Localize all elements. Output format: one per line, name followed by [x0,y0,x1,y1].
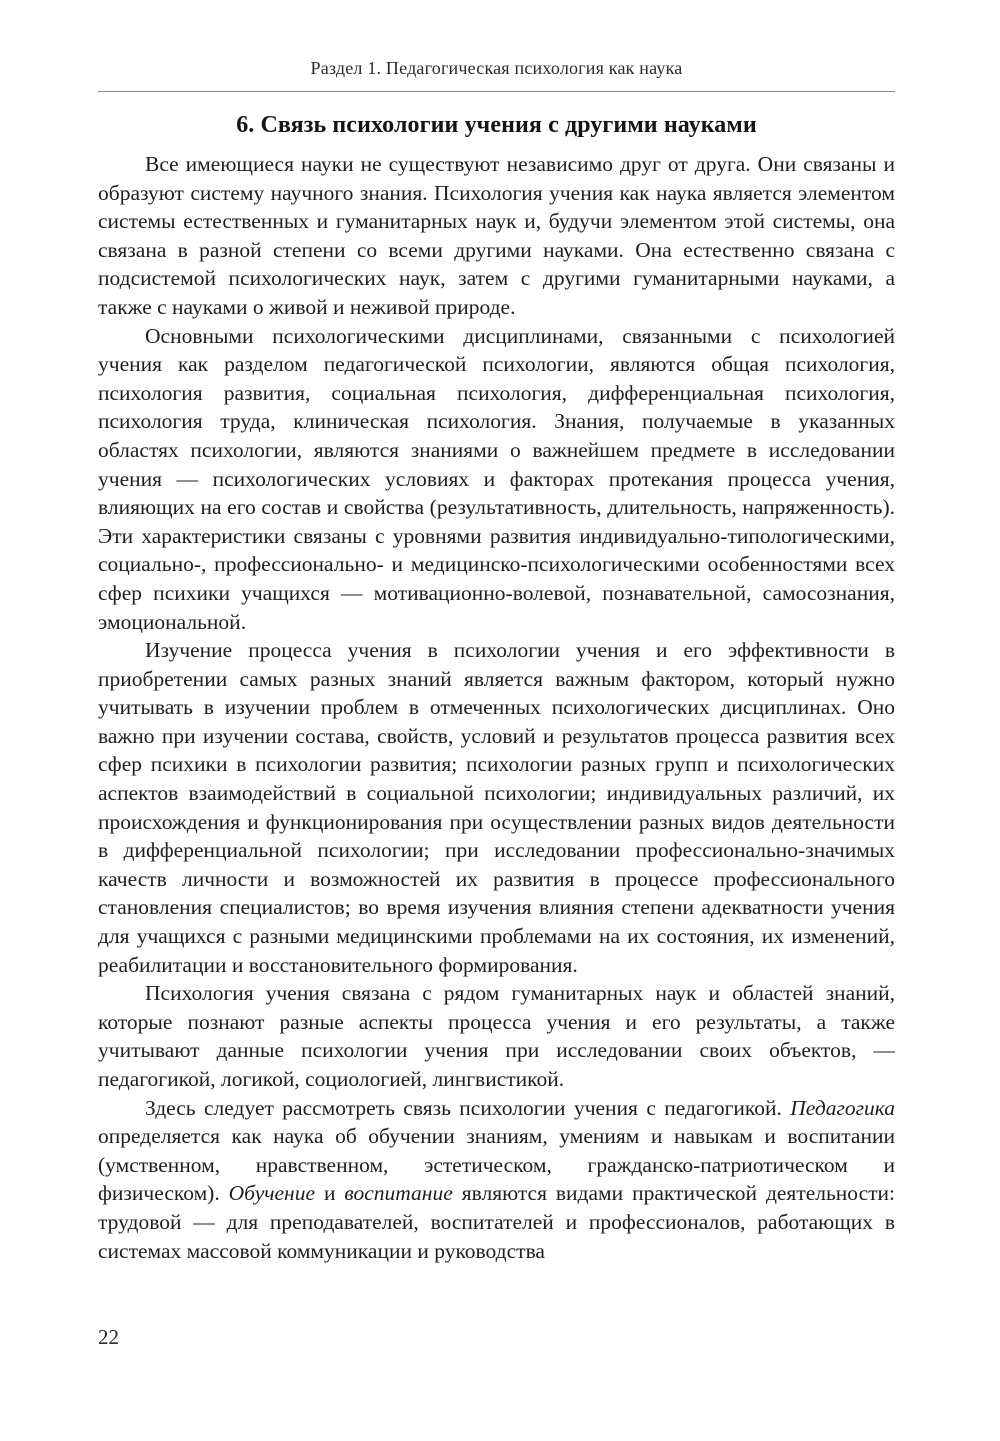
body-text [98,150,895,1265]
paragraph-5 [98,1094,895,1266]
section-title: 6. Связь психологии учения с другими науками [236,112,757,138]
paragraph-5-text-4: являются видами практической деятельности: трудовой — для преподавателей, воспитателей и профессионалов, работающих в системах массовой коммуникации и руководства [98,1181,895,1263]
term-vospitanie: воспитание [344,1181,453,1206]
term-obuchenie: Обучение [228,1181,316,1206]
running-header: Раздел 1. Педагогическая психология как наука [310,58,683,78]
paragraph-3: Изучение процесса учения в психологии учения и его эффективности в приобретении самых разных знаний является важным фактором, который нужно учитывать в изучении проблем в отмеченных психологических дисциплинах. Оно важно при изучении состава, свойств, условий и результатов процесса развития всех сфер психики в психологии развития; психологии разных групп и психологических аспектов взаимодействий в социальной психологии; индивидуальных различий, их происхождения и функционирования при осуществлении разных видов деятельности в дифференциальной психологии; при исследовании профессионально-значимых качеств личности и возможностей их развития в процессе профессионального становления специалистов; во время изучения влияния степени адекватности учения для учащихся с разными медицинскими проблемами на их состояния, их изменений, реабилитации и восстановительного формирования. [98,638,895,977]
paragraph-1: Все имеющиеся науки не существуют независимо друг от друга. Они связаны и образуют систему научного знания. Психология учения как наука является элементом системы естественных и гуманитарных наук и, будучи элементом этой системы, она связана в разной степени со всеми другими науками. Она естественно связана с подсистемой психологических наук, затем с другими гуманитарными науками, а также с науками о живой и неживой природе. [98,152,895,319]
term-pedagogika: Педагогика [790,1095,895,1120]
header-rule [98,91,895,92]
paragraph-5-text-2: определяется как наука об обучении знаниям, умениям и навыкам и воспитании (умственном, нравственном, эстетическом, гражданско-патриотическом и физическом). [98,1124,895,1206]
paragraph-2: Основными психологическими дисциплинами, связанными с психологией учения как разделом педагогической психологии, являются общая психология, психология развития, социальная психология, дифференциальная психология, психология труда, клиническая психология. Знания, получаемые в указанных областях психологии, являются знаниями о важнейшем предмете в исследовании учения — психологических условиях и факторах протекания процесса учения, влияющих на его состав и свойства (результативность, длительность, напряженность). Эти характеристики связаны с уровнями развития индивидуально-типологическими, социально-, профессионально- и медицинско-психологическими особенностями всех сфер психики учащихся — мотивационно-волевой, познавательной, самосознания, эмоциональной. [98,323,895,634]
paragraph-4: Психология учения связана с рядом гуманитарных наук и областей знаний, которые познают разные аспекты процесса учения и его результаты, а также учитывают данные психологии учения при исследовании своих объектов, — педагогикой, логикой, социологией, лингвистикой. [98,981,895,1091]
paragraph-5-text-3: и [315,1181,345,1206]
page-number: 22 [98,1325,119,1349]
paragraph-5-text-1: Здесь следует рассмотреть связь психологии учения с педагогикой. [145,1095,791,1120]
